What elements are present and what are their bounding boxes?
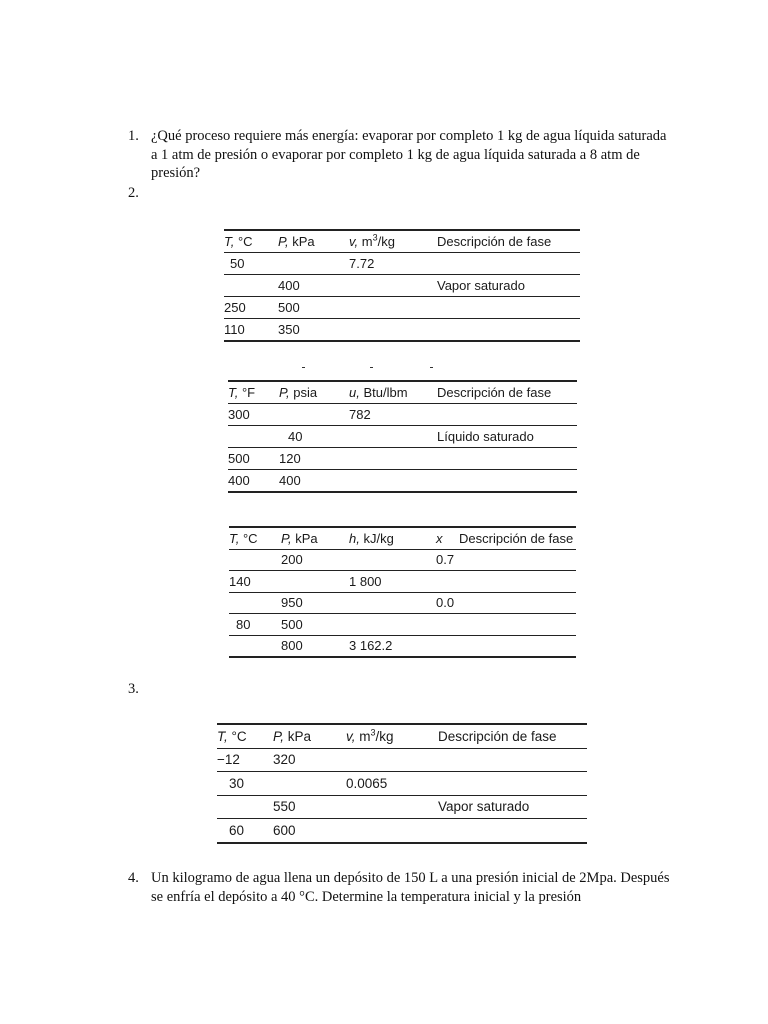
table-row: 30 0.0065 (217, 772, 587, 796)
table-row: 50 7.72 (224, 253, 580, 275)
question-number: 4. (128, 870, 139, 886)
table-row: 400 400 (228, 470, 577, 493)
header-specific-volume: v, $m^3/kg$ (349, 230, 437, 253)
scan-mark (430, 367, 433, 368)
header-temperature: T, °C (229, 527, 281, 549)
table-header-row (229, 527, 576, 549)
header-pressure: P, kPa (273, 724, 346, 748)
scan-mark (370, 367, 373, 368)
header-pressure: P, kPa (281, 527, 349, 549)
table-row: 40 Líquido saturado (228, 426, 577, 448)
table-row: 250 500 (224, 297, 580, 319)
header-temperature: T, °C (224, 230, 278, 253)
table-row: 140 1 800 (229, 571, 576, 593)
header-temperature: T, °C (217, 724, 273, 748)
table-row: 400 Vapor saturado (224, 275, 580, 297)
table-row: 500 120 (228, 448, 577, 470)
header-phase: Descripción de fase (438, 724, 587, 748)
table-row: −12 320 (217, 748, 587, 772)
table-header-row (228, 381, 577, 404)
header-quality: x (436, 527, 459, 549)
table-2 (228, 380, 577, 493)
table-4 (217, 723, 587, 844)
question-number: 2. (128, 185, 139, 201)
table-row: 110 350 (224, 319, 580, 342)
table-1 (224, 229, 580, 342)
header-phase: Descripción de fase (437, 230, 580, 253)
question-text: ¿Qué proceso requiere más energía: evaporar por completo 1 kg de agua líquida saturada a 1 atm de presión o evaporar por completo 1 kg de agua líquida saturada a 8 atm de presión? (151, 128, 667, 181)
header-pressure: P, psia (279, 381, 349, 404)
header-phase: Descripción de fase (437, 381, 577, 404)
header-phase: Descripción de fase (459, 527, 576, 549)
header-temperature: T, °F (228, 381, 279, 404)
table-row: 550 Vapor saturado (217, 795, 587, 819)
scan-mark (302, 367, 305, 368)
table-row: 300 782 (228, 404, 577, 426)
table-row: 60 600 (217, 819, 587, 843)
question-number: 3. (128, 681, 139, 697)
question-text: Un kilogramo de agua llena un depósito de 150 L a una presión inicial de 2Mpa. Después se enfría el depósito a 40 °C. Determine la temperatura inicial y la presión (151, 870, 670, 905)
header-pressure: P, kPa (278, 230, 349, 253)
table-row: 200 0.7 (229, 549, 576, 571)
header-specific-volume: v, $m^3/kg$ (346, 724, 438, 748)
question-number: 1. (128, 128, 139, 144)
table-3 (229, 526, 576, 658)
table-header-row (224, 230, 580, 253)
table-row: 950 0.0 (229, 592, 576, 614)
table-row: 800 3 162.2 (229, 635, 576, 657)
header-internal-energy: u, Btu/lbm (349, 381, 437, 404)
header-enthalpy: h, kJ/kg (349, 527, 436, 549)
table-row: 80 500 (229, 614, 576, 636)
table-header-row (217, 724, 587, 748)
